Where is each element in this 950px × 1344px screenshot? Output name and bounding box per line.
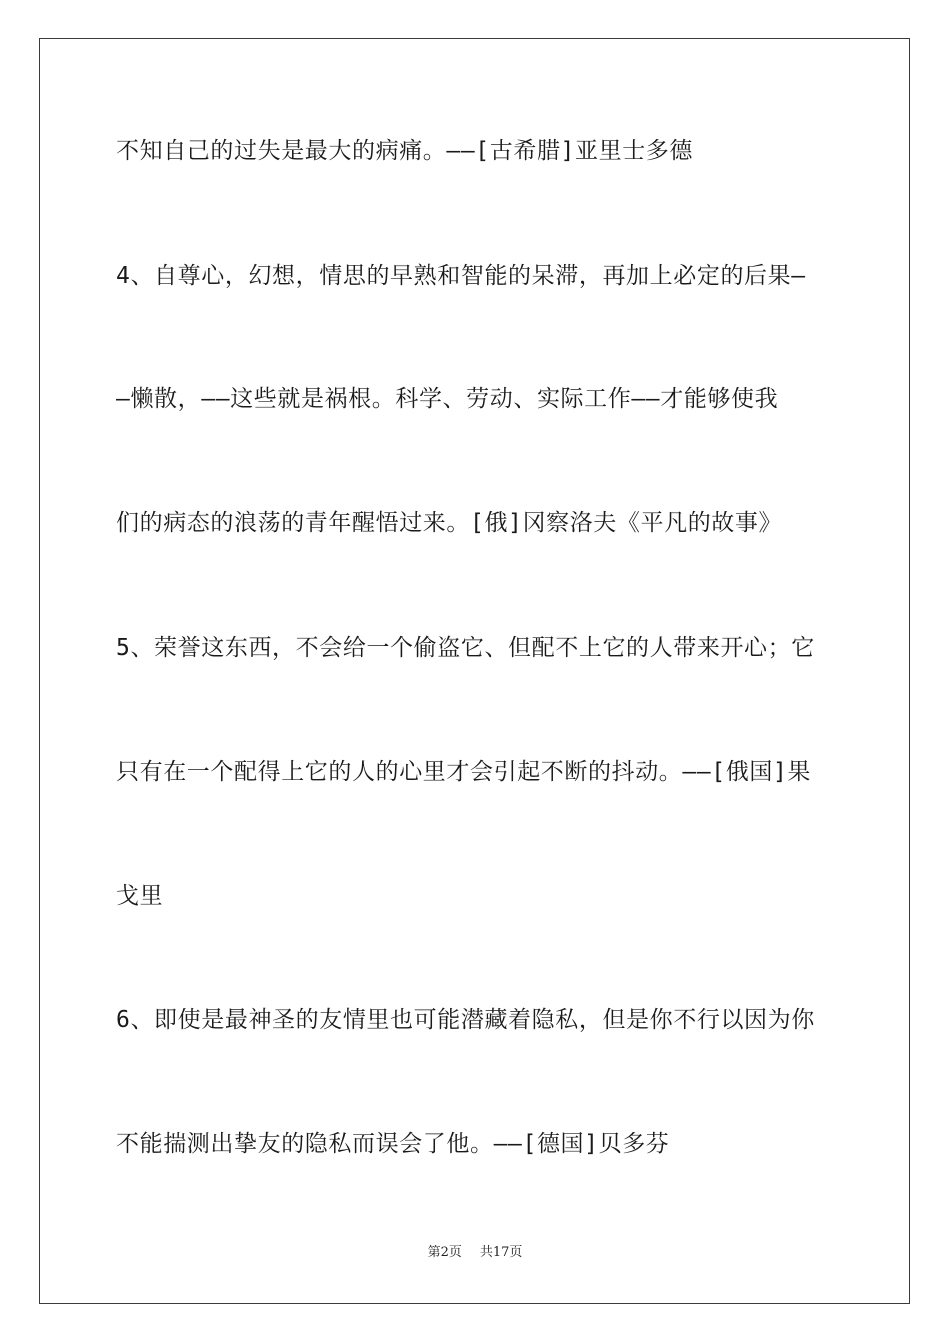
text-line-1: 不知自己的过失是最大的病痛。——[古希腊]亚里士多德: [116, 138, 693, 164]
text-line-6: 只有在一个配得上它的人的心里才会引起不断的抖动。——[俄国]果: [116, 759, 811, 785]
page-footer: [0, 1244, 950, 1262]
text-line-9: 不能揣测出挚友的隐私而误会了他。——[德国]贝多芬: [116, 1131, 670, 1157]
page-number: 第2页: [427, 1245, 462, 1260]
text-line-3: —懒散，——这些就是祸根。科学、劳动、实际工作——才能够使我: [116, 386, 779, 412]
text-line-4: 们的病态的浪荡的青年醒悟过来。[俄]冈察洛夫《平凡的故事》: [116, 510, 783, 536]
text-line-8: 6、即使是最神圣的友情里也可能潜藏着隐私，但是你不行以因为你: [116, 1007, 815, 1033]
text-line-7: 戈里: [116, 883, 164, 909]
text-line-2: 4、自尊心，幻想，情思的早熟和智能的呆滞，再加上必定的后果—: [116, 263, 806, 289]
text-line-5: 5、荣誉这东西，不会给一个偷盗它、但配不上它的人带来开心；它: [116, 635, 815, 661]
page-total: 共17页: [479, 1245, 523, 1260]
page-frame: [39, 38, 910, 1304]
